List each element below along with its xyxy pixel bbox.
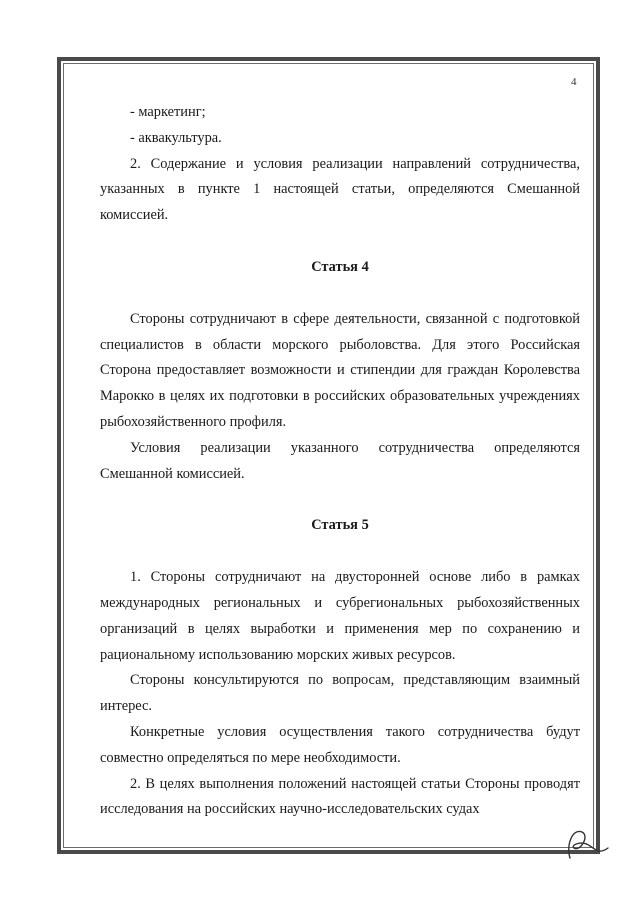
article-5-heading: Статья 5 xyxy=(311,517,369,534)
article-5-paragraph-3: Конкретные условия осуществления такого сотрудничества будут совместно определяться по мере необходимости. xyxy=(100,723,580,766)
signature-mark xyxy=(562,818,612,866)
document-body xyxy=(100,100,580,823)
page-number: 4 xyxy=(571,76,577,88)
spacer xyxy=(100,281,580,307)
paragraph-article3-point2: 2. Содержание и условия реализации направлений сотрудничества, указанных в пункте 1 настоящей статьи, определяются Смешанной комиссией. xyxy=(100,155,580,224)
list-item-aquaculture: - аквакультура. xyxy=(130,129,222,146)
spacer xyxy=(100,487,580,513)
article-4-paragraph-2: Условия реализации указанного сотрудничества определяются Смешанной комиссией. xyxy=(100,439,580,482)
spacer xyxy=(100,229,580,255)
article-5-paragraph-1: 1. Стороны сотрудничают на двусторонней основе либо в рамках международных региональных и субрегиональных рыбохозяйственных организаций в целях выработки и применения мер по сохранению и рациональному использованию морских живых ресурсов. xyxy=(100,569,580,663)
list-item-marketing: - маркетинг; xyxy=(130,104,206,120)
article-4-heading: Статья 4 xyxy=(311,258,369,275)
spacer xyxy=(100,539,580,565)
article-5-paragraph-2: Стороны консультируются по вопросам, представляющим взаимный интерес. xyxy=(100,672,580,715)
article-5-paragraph-4: 2. В целях выполнения положений настоящей статьи Стороны проводят исследования на российских научно-исследовательских судах xyxy=(100,775,580,818)
article-4-paragraph-1: Стороны сотрудничают в сфере деятельности, связанной с подготовкой специалистов в области морского рыболовства. Для этого Российская Сторона предоставляет возможности и стипендии для граждан Королевства Марокко в целях их подготовки в российских образовательных учреждениях рыбохозяйственного профиля. xyxy=(100,310,580,430)
